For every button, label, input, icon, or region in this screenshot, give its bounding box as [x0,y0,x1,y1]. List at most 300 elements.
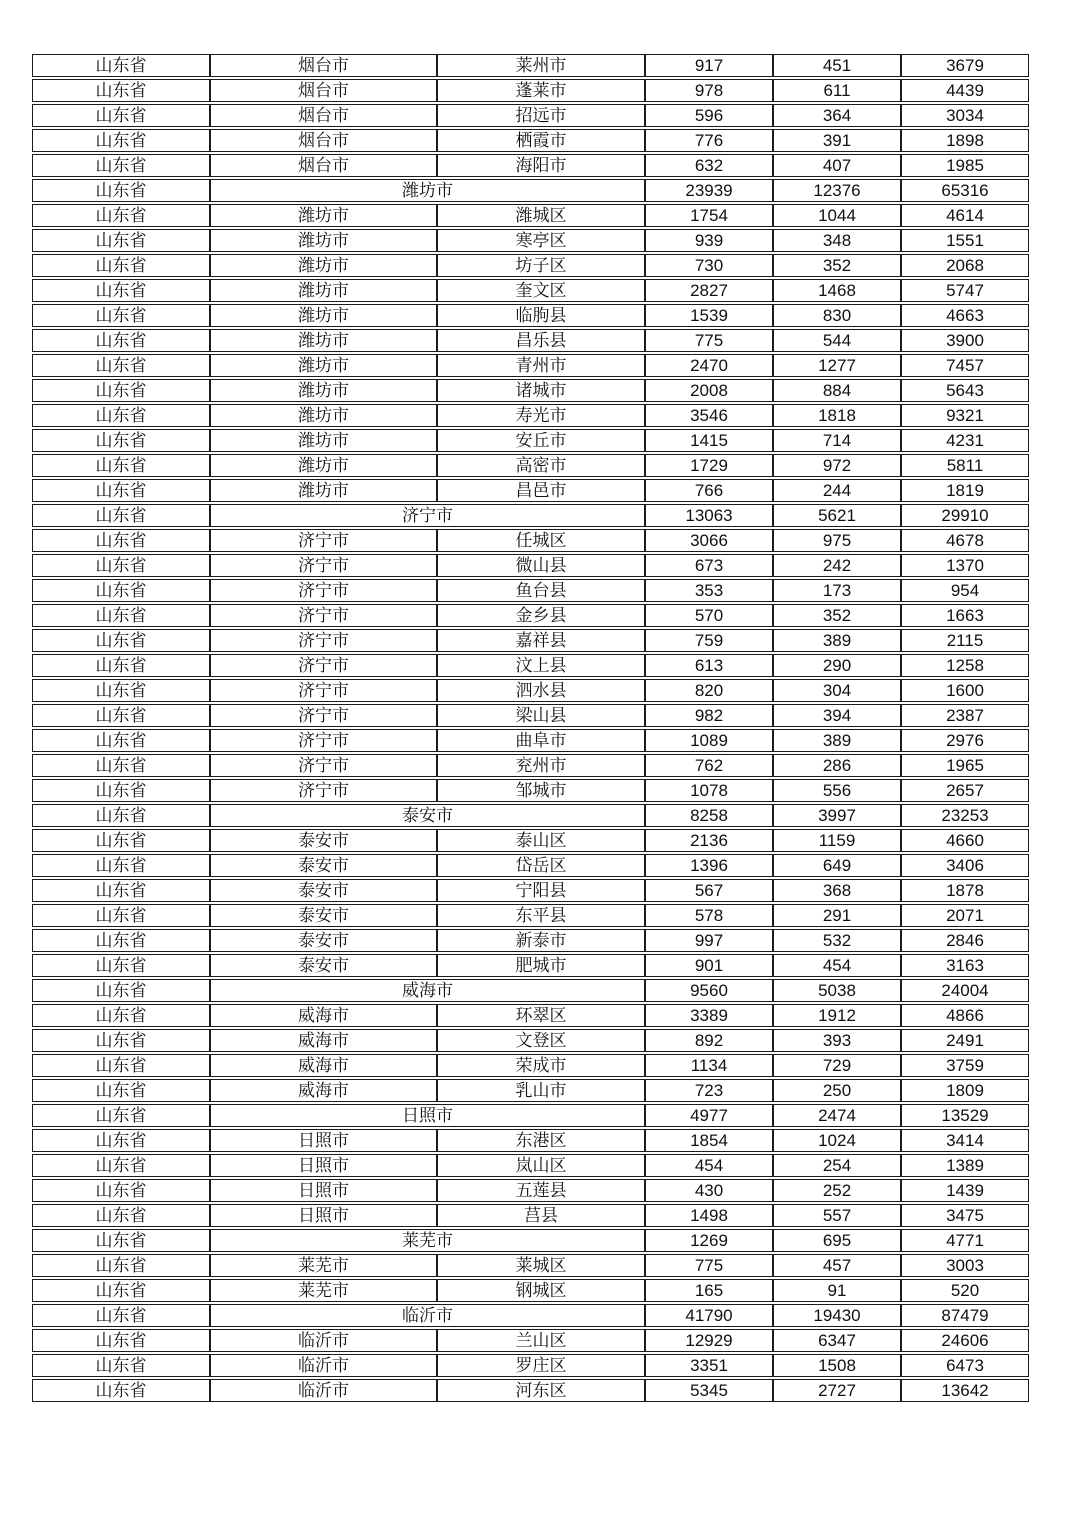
province-cell: 山东省 [32,979,210,1002]
table-row [32,204,1029,227]
city-cell: 济宁市 [210,604,437,627]
province-cell: 山东省 [32,854,210,877]
value-cell-1: 901 [645,954,773,977]
table-row [32,929,1029,952]
city-total-row [32,1304,1029,1327]
value-cell-2: 393 [773,1029,901,1052]
table-row [32,529,1029,552]
district-cell: 曲阜市 [437,729,645,752]
value-cell-1: 3351 [645,1354,773,1377]
value-cell-2: 1044 [773,204,901,227]
province-cell: 山东省 [32,504,210,527]
value-cell-3: 4771 [901,1229,1029,1252]
district-cell: 肥城市 [437,954,645,977]
value-cell-2: 394 [773,704,901,727]
province-cell: 山东省 [32,79,210,102]
table-row [32,154,1029,177]
value-cell-2: 544 [773,329,901,352]
value-cell-3: 3003 [901,1254,1029,1277]
value-cell-2: 389 [773,629,901,652]
value-cell-1: 723 [645,1079,773,1102]
city-cell: 日照市 [210,1154,437,1177]
value-cell-3: 6473 [901,1354,1029,1377]
value-cell-2: 12376 [773,179,901,202]
table-row [32,554,1029,577]
city-cell: 威海市 [210,1029,437,1052]
value-cell-2: 2474 [773,1104,901,1127]
value-cell-3: 5811 [901,454,1029,477]
table-row [32,829,1029,852]
city-cell: 潍坊市 [210,479,437,502]
value-cell-3: 4231 [901,429,1029,452]
value-cell-2: 451 [773,54,901,77]
city-cell: 潍坊市 [210,429,437,452]
city-cell: 济宁市 [210,554,437,577]
district-cell: 任城区 [437,529,645,552]
value-cell-3: 2976 [901,729,1029,752]
city-cell: 威海市 [210,1054,437,1077]
city-cell: 泰安市 [210,954,437,977]
city-cell: 烟台市 [210,104,437,127]
province-cell: 山东省 [32,579,210,602]
value-cell-3: 1551 [901,229,1029,252]
value-cell-2: 250 [773,1079,901,1102]
province-cell: 山东省 [32,754,210,777]
value-cell-3: 520 [901,1279,1029,1302]
value-cell-2: 532 [773,929,901,952]
table-row [32,1204,1029,1227]
province-cell: 山东省 [32,1129,210,1152]
value-cell-1: 2827 [645,279,773,302]
city-total-row [32,1104,1029,1127]
province-cell: 山东省 [32,1279,210,1302]
city-cell: 日照市 [210,1129,437,1152]
province-cell: 山东省 [32,1054,210,1077]
value-cell-3: 1878 [901,879,1029,902]
value-cell-3: 4663 [901,304,1029,327]
district-cell: 坊子区 [437,254,645,277]
value-cell-1: 776 [645,129,773,152]
province-cell: 山东省 [32,804,210,827]
value-cell-2: 972 [773,454,901,477]
province-cell: 山东省 [32,1379,210,1402]
value-cell-3: 1965 [901,754,1029,777]
province-cell: 山东省 [32,479,210,502]
value-cell-1: 2136 [645,829,773,852]
value-cell-1: 997 [645,929,773,952]
table-row [32,379,1029,402]
city-cell: 济宁市 [210,754,437,777]
value-cell-2: 556 [773,779,901,802]
district-cell: 临朐县 [437,304,645,327]
city-cell: 济宁市 [210,729,437,752]
value-cell-1: 1396 [645,854,773,877]
city-total-row [32,179,1029,202]
district-cell: 嘉祥县 [437,629,645,652]
district-cell: 奎文区 [437,279,645,302]
value-cell-1: 165 [645,1279,773,1302]
table-row [32,329,1029,352]
value-cell-3: 1663 [901,604,1029,627]
table-row [32,1254,1029,1277]
city-total-row [32,804,1029,827]
value-cell-3: 1809 [901,1079,1029,1102]
city-cell: 济宁市 [210,629,437,652]
province-cell: 山东省 [32,429,210,452]
province-cell: 山东省 [32,254,210,277]
district-cell: 鱼台县 [437,579,645,602]
table-row [32,454,1029,477]
value-cell-2: 352 [773,254,901,277]
value-cell-2: 695 [773,1229,901,1252]
value-cell-1: 567 [645,879,773,902]
table-row [32,254,1029,277]
value-cell-3: 23253 [901,804,1029,827]
value-cell-2: 1468 [773,279,901,302]
province-cell: 山东省 [32,1204,210,1227]
value-cell-3: 2491 [901,1029,1029,1052]
province-cell: 山东省 [32,779,210,802]
value-cell-3: 5747 [901,279,1029,302]
value-cell-3: 3163 [901,954,1029,977]
table-row [32,729,1029,752]
district-cell: 潍城区 [437,204,645,227]
value-cell-1: 766 [645,479,773,502]
table-row [32,1029,1029,1052]
value-cell-1: 775 [645,1254,773,1277]
table-row [32,879,1029,902]
value-cell-3: 2387 [901,704,1029,727]
table-row [32,404,1029,427]
city-cell: 莱芜市 [210,1254,437,1277]
city-cell: 济宁市 [210,529,437,552]
value-cell-1: 3546 [645,404,773,427]
province-cell: 山东省 [32,329,210,352]
value-cell-1: 982 [645,704,773,727]
value-cell-1: 578 [645,904,773,927]
city-cell: 济宁市 [210,679,437,702]
city-cell: 泰安市 [210,879,437,902]
city-cell: 烟台市 [210,54,437,77]
table-row [32,654,1029,677]
table-body [32,54,1029,1402]
value-cell-3: 3679 [901,54,1029,77]
city-cell: 临沂市 [210,1379,437,1402]
province-cell: 山东省 [32,54,210,77]
table-row [32,1179,1029,1202]
value-cell-1: 978 [645,79,773,102]
table-row [32,679,1029,702]
province-cell: 山东省 [32,829,210,852]
province-cell: 山东省 [32,654,210,677]
value-cell-1: 892 [645,1029,773,1052]
district-cell: 莱州市 [437,54,645,77]
value-cell-1: 632 [645,154,773,177]
province-cell: 山东省 [32,1354,210,1377]
table-row [32,54,1029,77]
value-cell-2: 348 [773,229,901,252]
district-cell: 宁阳县 [437,879,645,902]
district-cell: 青州市 [437,354,645,377]
value-cell-2: 254 [773,1154,901,1177]
table-row [32,479,1029,502]
district-cell: 五莲县 [437,1179,645,1202]
value-cell-1: 1078 [645,779,773,802]
district-cell: 莱城区 [437,1254,645,1277]
district-cell: 寿光市 [437,404,645,427]
value-cell-1: 570 [645,604,773,627]
value-cell-1: 596 [645,104,773,127]
city-cell: 泰安市 [210,929,437,952]
value-cell-2: 389 [773,729,901,752]
value-cell-3: 1819 [901,479,1029,502]
value-cell-1: 41790 [645,1304,773,1327]
value-cell-3: 4678 [901,529,1029,552]
table-row [32,1079,1029,1102]
value-cell-3: 1985 [901,154,1029,177]
value-cell-3: 3034 [901,104,1029,127]
table-row [32,629,1029,652]
city-total-row [32,1229,1029,1252]
value-cell-3: 3475 [901,1204,1029,1227]
province-cell: 山东省 [32,1304,210,1327]
city-cell: 泰安市 [210,829,437,852]
city-total-cell: 泰安市 [210,804,645,827]
value-cell-2: 3997 [773,804,901,827]
city-cell: 日照市 [210,1179,437,1202]
city-cell: 济宁市 [210,579,437,602]
value-cell-2: 830 [773,304,901,327]
data-table [32,52,1029,1404]
table-row [32,1054,1029,1077]
value-cell-2: 2727 [773,1379,901,1402]
value-cell-3: 7457 [901,354,1029,377]
table-row [32,704,1029,727]
city-cell: 烟台市 [210,129,437,152]
value-cell-1: 613 [645,654,773,677]
value-cell-1: 1089 [645,729,773,752]
province-cell: 山东省 [32,904,210,927]
city-cell: 日照市 [210,1204,437,1227]
city-total-row [32,979,1029,1002]
value-cell-2: 304 [773,679,901,702]
value-cell-2: 19430 [773,1304,901,1327]
value-cell-2: 1024 [773,1129,901,1152]
value-cell-1: 939 [645,229,773,252]
district-cell: 诸城市 [437,379,645,402]
district-cell: 高密市 [437,454,645,477]
value-cell-1: 23939 [645,179,773,202]
table-row [32,104,1029,127]
value-cell-2: 1508 [773,1354,901,1377]
province-cell: 山东省 [32,1179,210,1202]
province-cell: 山东省 [32,179,210,202]
city-cell: 潍坊市 [210,379,437,402]
value-cell-2: 454 [773,954,901,977]
city-total-cell: 济宁市 [210,504,645,527]
value-cell-1: 9560 [645,979,773,1002]
value-cell-1: 759 [645,629,773,652]
value-cell-1: 1498 [645,1204,773,1227]
value-cell-1: 1854 [645,1129,773,1152]
province-cell: 山东省 [32,1079,210,1102]
value-cell-3: 1439 [901,1179,1029,1202]
value-cell-1: 1269 [645,1229,773,1252]
value-cell-2: 352 [773,604,901,627]
value-cell-2: 975 [773,529,901,552]
district-cell: 东平县 [437,904,645,927]
city-cell: 潍坊市 [210,404,437,427]
table-row [32,1279,1029,1302]
value-cell-3: 29910 [901,504,1029,527]
value-cell-3: 4866 [901,1004,1029,1027]
city-cell: 潍坊市 [210,279,437,302]
district-cell: 岚山区 [437,1154,645,1177]
province-cell: 山东省 [32,704,210,727]
value-cell-3: 65316 [901,179,1029,202]
value-cell-3: 3900 [901,329,1029,352]
city-cell: 临沂市 [210,1329,437,1352]
value-cell-1: 2008 [645,379,773,402]
table-row [32,604,1029,627]
value-cell-1: 1754 [645,204,773,227]
value-cell-3: 1258 [901,654,1029,677]
value-cell-2: 364 [773,104,901,127]
city-cell: 潍坊市 [210,304,437,327]
district-cell: 文登区 [437,1029,645,1052]
province-cell: 山东省 [32,729,210,752]
district-cell: 新泰市 [437,929,645,952]
table-row [32,754,1029,777]
province-cell: 山东省 [32,104,210,127]
value-cell-1: 1729 [645,454,773,477]
value-cell-1: 730 [645,254,773,277]
value-cell-3: 4660 [901,829,1029,852]
value-cell-3: 1370 [901,554,1029,577]
table-row [32,1354,1029,1377]
value-cell-3: 2071 [901,904,1029,927]
value-cell-3: 13642 [901,1379,1029,1402]
value-cell-1: 13063 [645,504,773,527]
district-cell: 栖霞市 [437,129,645,152]
value-cell-3: 13529 [901,1104,1029,1127]
province-cell: 山东省 [32,1229,210,1252]
province-cell: 山东省 [32,529,210,552]
province-cell: 山东省 [32,404,210,427]
value-cell-1: 1134 [645,1054,773,1077]
value-cell-1: 775 [645,329,773,352]
value-cell-1: 12929 [645,1329,773,1352]
value-cell-1: 353 [645,579,773,602]
province-cell: 山东省 [32,1004,210,1027]
value-cell-3: 1600 [901,679,1029,702]
value-cell-2: 557 [773,1204,901,1227]
value-cell-1: 2470 [645,354,773,377]
city-total-row [32,504,1029,527]
value-cell-2: 391 [773,129,901,152]
value-cell-3: 954 [901,579,1029,602]
value-cell-3: 87479 [901,1304,1029,1327]
city-cell: 济宁市 [210,654,437,677]
district-cell: 昌乐县 [437,329,645,352]
table-row [32,1129,1029,1152]
table-row [32,779,1029,802]
district-cell: 梁山县 [437,704,645,727]
district-cell: 兰山区 [437,1329,645,1352]
table-row [32,79,1029,102]
province-cell: 山东省 [32,604,210,627]
value-cell-3: 3759 [901,1054,1029,1077]
value-cell-3: 2115 [901,629,1029,652]
value-cell-2: 1912 [773,1004,901,1027]
province-cell: 山东省 [32,1254,210,1277]
table-row [32,229,1029,252]
table-row [32,954,1029,977]
province-cell: 山东省 [32,454,210,477]
district-cell: 邹城市 [437,779,645,802]
table-row [32,129,1029,152]
city-cell: 潍坊市 [210,204,437,227]
city-cell: 潍坊市 [210,354,437,377]
value-cell-3: 1389 [901,1154,1029,1177]
value-cell-3: 3414 [901,1129,1029,1152]
province-cell: 山东省 [32,629,210,652]
value-cell-1: 917 [645,54,773,77]
table-row [32,354,1029,377]
value-cell-2: 649 [773,854,901,877]
value-cell-2: 5038 [773,979,901,1002]
value-cell-1: 4977 [645,1104,773,1127]
city-cell: 泰安市 [210,904,437,927]
city-cell: 济宁市 [210,779,437,802]
value-cell-2: 242 [773,554,901,577]
city-cell: 莱芜市 [210,1279,437,1302]
table-row [32,1329,1029,1352]
value-cell-1: 454 [645,1154,773,1177]
table-row [32,1379,1029,1402]
value-cell-3: 1898 [901,129,1029,152]
value-cell-2: 6347 [773,1329,901,1352]
province-cell: 山东省 [32,279,210,302]
value-cell-3: 5643 [901,379,1029,402]
district-cell: 莒县 [437,1204,645,1227]
district-cell: 汶上县 [437,654,645,677]
table-row [32,304,1029,327]
table-row [32,429,1029,452]
city-cell: 潍坊市 [210,454,437,477]
value-cell-2: 611 [773,79,901,102]
district-cell: 兖州市 [437,754,645,777]
province-cell: 山东省 [32,304,210,327]
value-cell-3: 9321 [901,404,1029,427]
value-cell-1: 430 [645,1179,773,1202]
province-cell: 山东省 [32,879,210,902]
district-cell: 东港区 [437,1129,645,1152]
value-cell-2: 407 [773,154,901,177]
city-cell: 潍坊市 [210,329,437,352]
district-cell: 寒亭区 [437,229,645,252]
province-cell: 山东省 [32,954,210,977]
table-row [32,854,1029,877]
city-cell: 威海市 [210,1079,437,1102]
table-row [32,579,1029,602]
province-cell: 山东省 [32,679,210,702]
value-cell-1: 5345 [645,1379,773,1402]
district-cell: 乳山市 [437,1079,645,1102]
district-cell: 招远市 [437,104,645,127]
value-cell-1: 8258 [645,804,773,827]
district-cell: 荣成市 [437,1054,645,1077]
